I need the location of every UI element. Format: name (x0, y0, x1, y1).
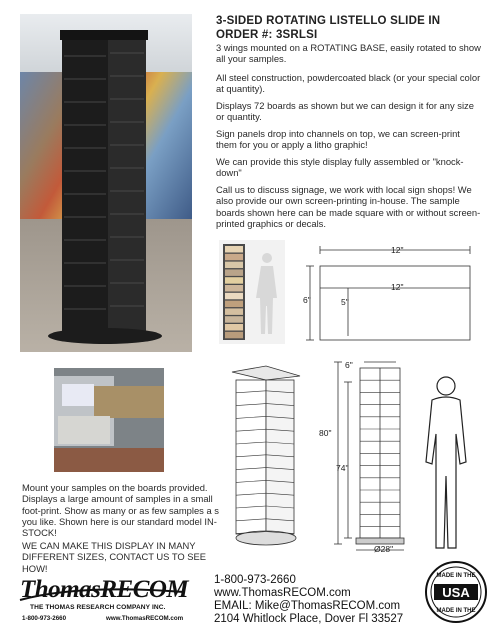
company-logo (18, 574, 188, 628)
sample-swatch (225, 254, 243, 260)
board-closeup-photo (54, 368, 164, 472)
logo-phone: 1-800-973-2660 (22, 615, 67, 622)
contact-phone: 1-800-973-2660 (214, 574, 296, 586)
sample-swatch (225, 277, 243, 284)
seal-top-text: MADE IN THE (436, 573, 476, 579)
board-dimension-drawing (300, 238, 480, 348)
description-paragraph-4: Sign panels drop into channels on top, we can screen-print them for you or apply a litho graphic! (216, 128, 460, 151)
board-width-inner-label: 12" (391, 282, 404, 292)
description-paragraph-6: Call us to discuss signage, we work with local sign shops! We also provide our own screen-printing in-house. The sample boards shown here can be made square with or without screen-printed graphics or decals. (216, 184, 481, 229)
product-photo (20, 14, 192, 352)
sample-swatch (225, 308, 243, 315)
sample-swatch (225, 285, 243, 292)
display-base (48, 328, 162, 344)
description-paragraph-5: We can provide this style display fully assembled or "knock-down" (216, 156, 464, 179)
base-diameter-label: Ø28" (374, 544, 394, 554)
sample-swatch (225, 262, 243, 269)
sample-swatch (225, 332, 243, 339)
board-width-top-label: 12" (391, 245, 404, 255)
tower-elevation-drawing (330, 358, 410, 558)
tower-isometric-drawing (226, 364, 306, 550)
title-line-2: ORDER #: 3SRLSI (216, 29, 318, 41)
logo-company-name: THE THOMAS RESEARCH COMPANY INC. (30, 604, 166, 611)
sample-swatch (225, 246, 243, 253)
sample-swatch (225, 301, 243, 308)
seal-bottom-text: MADE IN THE (436, 608, 476, 614)
title-line-1: 3-SIDED ROTATING LISTELLO SLIDE IN (216, 15, 441, 27)
sample-swatch (225, 269, 243, 276)
unit-top-depth-label: 6" (345, 360, 353, 370)
description-paragraph-2: All steel construction, powdercoated black (or your special color at quantity). (216, 72, 481, 95)
made-in-usa-seal (424, 560, 488, 624)
sample-swatch (225, 316, 243, 323)
description-paragraph-3: Displays 72 boards as shown but we can design it for any size or quantity. (216, 100, 474, 123)
lower-paragraph-1: Mount your samples on the boards provided. Displays a large amount of samples in a small foot-print. Show as many or as few samples a s you like. Shown here is our standard model IN-STOCK! (22, 482, 219, 539)
page-title (216, 14, 476, 42)
display-tower-image (56, 26, 152, 336)
sample-swatch (225, 293, 243, 300)
contact-address: 2104 Whitlock Place, Dover Fl 33527 (214, 613, 404, 625)
board-inner-height-label: 5" (341, 297, 349, 307)
person-silhouette-icon (418, 372, 474, 552)
sample-swatch (225, 324, 243, 331)
logo-website: www.ThomasRECOM.com (106, 615, 184, 622)
unit-overall-height-label: 80" (319, 428, 332, 438)
board-height-label: 6" (303, 295, 311, 305)
contact-website: www.ThomasRECOM.com (214, 587, 351, 599)
sample-wing-thumbnail (219, 240, 285, 344)
logo-wordmark: ThomasRECOM (20, 576, 189, 603)
contact-email: EMAIL: Mike@ThomasRECOM.com (214, 600, 401, 612)
unit-panel-height-label: 74" (336, 463, 349, 473)
seal-usa-text: USA (442, 585, 470, 600)
lower-paragraph-2: WE CAN MAKE THIS DISPLAY IN MANY DIFFERENT SIZES, CONTACT US TO SEE HOW! (22, 540, 207, 574)
description-paragraph-1: 3 wings mounted on a ROTATING BASE, easily rotated to show all your samples. (216, 42, 481, 65)
